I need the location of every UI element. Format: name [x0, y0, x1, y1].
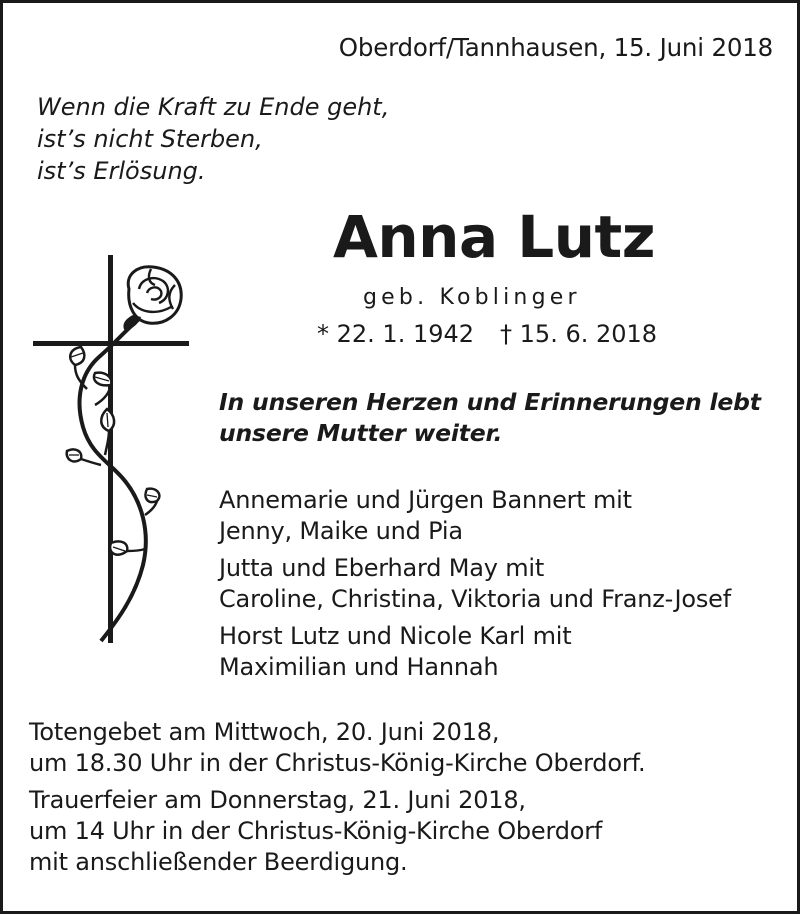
family-group [219, 553, 731, 615]
memorial-quote [219, 387, 761, 449]
verse-line: ist’s nicht Sterben, [37, 125, 263, 153]
service-line: Totengebet am Mittwoch, 20. Juni 2018, [29, 718, 500, 746]
birth-date: * 22. 1. 1942 [317, 320, 475, 348]
verse [37, 91, 389, 187]
service-info [29, 717, 645, 884]
family-list [219, 485, 731, 689]
verse-line: ist’s Erlösung. [37, 157, 206, 185]
service-line: Trauerfeier am Donnerstag, 21. Juni 2018, [29, 786, 526, 814]
family-line: Jutta und Eberhard May mit [219, 554, 545, 582]
family-line: Horst Lutz und Nicole Karl mit [219, 622, 572, 650]
family-group [219, 621, 731, 683]
death-date: † 15. 6. 2018 [500, 320, 658, 348]
birth-name: geb. Koblinger [363, 285, 581, 310]
service-line: um 18.30 Uhr in der Christus-König-Kirche Oberdorf. [29, 749, 646, 777]
family-line: Annemarie und Jürgen Bannert mit [219, 486, 632, 514]
cross-with-rose-icon [29, 249, 194, 649]
place-date: Oberdorf/Tannhausen, 15. Juni 2018 [338, 33, 773, 62]
family-line: Maximilian und Hannah [219, 653, 499, 681]
quote-line: In unseren Herzen und Erinnerungen lebt [219, 388, 761, 416]
quote-line: unsere Mutter weiter. [219, 419, 503, 447]
verse-line: Wenn die Kraft zu Ende geht, [37, 93, 390, 121]
service-line: um 14 Uhr in der Christus-König-Kirche Oberdorf [29, 817, 603, 845]
family-line: Caroline, Christina, Viktoria und Franz-Josef [219, 585, 731, 613]
service-line: mit anschließender Beerdigung. [29, 848, 408, 876]
service-event [29, 717, 645, 779]
life-dates [317, 320, 657, 348]
family-line: Jenny, Maike und Pia [219, 517, 463, 545]
service-event [29, 785, 645, 878]
family-group [219, 485, 731, 547]
deceased-name: Anna Lutz [333, 203, 656, 271]
